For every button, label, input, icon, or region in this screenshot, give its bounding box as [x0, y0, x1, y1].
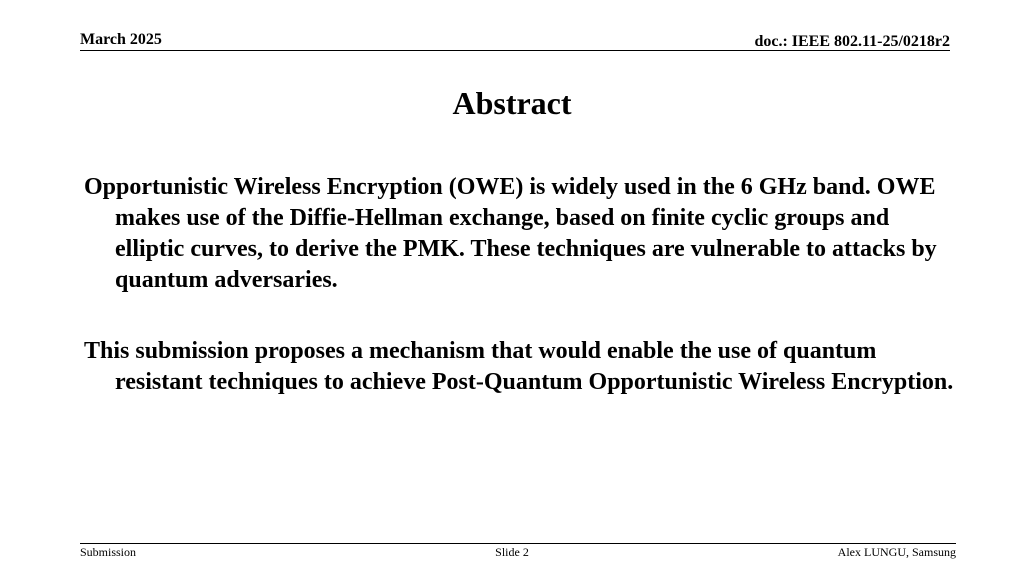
slide-body	[84, 172, 954, 438]
footer-slide-number: Slide 2	[495, 545, 529, 559]
header-date: March 2025	[80, 31, 162, 48]
slide-title: Abstract	[452, 85, 572, 121]
abstract-paragraph-1: Opportunistic Wireless Encryption (OWE) is widely used in the 6 GHz band. OWE makes use of the Diffie-Hellman exchange, based on finite cyclic groups and elliptic curves, to derive the PMK. These techniques are vulnerable to attacks by quantum adversaries.	[84, 174, 937, 293]
abstract-paragraph-2: This submission proposes a mechanism that would enable the use of quantum resistant techniques to achieve Post-Quantum Opportunistic Wireless Encryption.	[84, 338, 954, 395]
header-divider	[80, 50, 950, 51]
footer-divider	[80, 543, 956, 544]
header-doc-id: doc.: IEEE 802.11-25/0218r2	[754, 33, 950, 50]
footer-submission: Submission	[80, 545, 137, 559]
footer-author: Alex LUNGU, Samsung	[837, 545, 956, 559]
